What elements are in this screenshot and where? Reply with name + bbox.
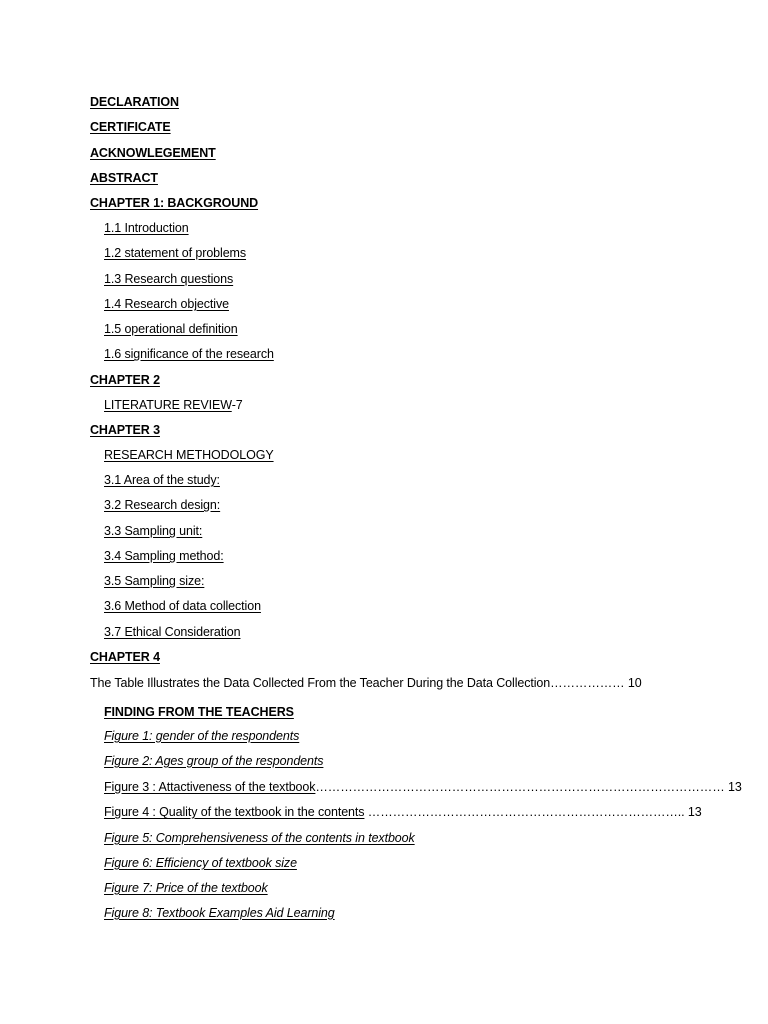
toc-item-3-2[interactable]: 3.2 Research design:: [104, 498, 221, 512]
toc-figure-1[interactable]: Figure 1: gender of the respondents: [104, 729, 300, 743]
toc-declaration[interactable]: DECLARATION: [90, 95, 179, 109]
toc-table-line: The Table Illustrates the Data Collected From the Teacher During the Data Collection……………… 10: [90, 676, 642, 690]
toc-figure-3-leader: ……………………………………………………………………………………… 13: [315, 780, 742, 794]
toc-chapter-3-title[interactable]: CHAPTER 3: [90, 423, 160, 437]
toc-item-1-3[interactable]: 1.3 Research questions: [104, 272, 234, 286]
toc-abstract[interactable]: ABSTRACT: [90, 171, 158, 185]
toc-research-methodology[interactable]: RESEARCH METHODOLOGY: [104, 448, 274, 462]
toc-item-3-3[interactable]: 3.3 Sampling unit:: [104, 524, 203, 538]
toc-item-1-4[interactable]: 1.4 Research objective: [104, 297, 229, 311]
toc-figure-4[interactable]: Figure 4 : Quality of the textbook in the contents: [104, 805, 365, 819]
toc-item-1-5[interactable]: 1.5 operational definition: [104, 322, 238, 336]
toc-item-3-7[interactable]: 3.7 Ethical Consideration: [104, 625, 241, 639]
toc-item-1-2[interactable]: 1.2 statement of problems: [104, 246, 247, 260]
toc-figure-7[interactable]: Figure 7: Price of the textbook: [104, 881, 268, 895]
toc-item-3-5[interactable]: 3.5 Sampling size:: [104, 574, 205, 588]
toc-acknowledgement[interactable]: ACKNOWLEGEMENT: [90, 146, 216, 160]
toc-item-3-4[interactable]: 3.4 Sampling method:: [104, 549, 224, 563]
toc-figure-3-row: [104, 779, 742, 795]
toc-figure-8[interactable]: Figure 8: Textbook Examples Aid Learning: [104, 906, 335, 920]
toc-item-1-1[interactable]: 1.1 Introduction: [104, 221, 189, 235]
toc-figure-4-row: [104, 804, 702, 820]
toc-chapter-4-title[interactable]: CHAPTER 4: [90, 650, 160, 664]
toc-findings-heading[interactable]: FINDING FROM THE TEACHERS: [104, 705, 294, 719]
toc-item-1-6[interactable]: 1.6 significance of the research: [104, 347, 274, 361]
toc-certificate[interactable]: CERTIFICATE: [90, 120, 171, 134]
toc-item-3-6[interactable]: 3.6 Method of data collection: [104, 599, 261, 613]
toc-literature-review[interactable]: LITERATURE REVIEW: [104, 398, 232, 412]
toc-figure-4-leader: ………………………………………………………………….. 13: [364, 805, 702, 819]
toc-chapter-1-title[interactable]: CHAPTER 1: BACKGROUND: [90, 196, 259, 210]
toc-chapter-2-title[interactable]: CHAPTER 2: [90, 373, 160, 387]
toc-literature-review-row: [104, 397, 243, 413]
toc-figure-2[interactable]: Figure 2: Ages group of the respondents: [104, 754, 324, 768]
toc-figure-5[interactable]: Figure 5: Comprehensiveness of the contents in textbook: [104, 831, 415, 845]
toc-figure-6[interactable]: Figure 6: Efficiency of textbook size: [104, 856, 297, 870]
toc-figure-3[interactable]: Figure 3 : Attactiveness of the textbook: [104, 780, 316, 794]
toc-literature-review-page: -7: [231, 398, 243, 412]
toc-item-3-1[interactable]: 3.1 Area of the study:: [104, 473, 220, 487]
